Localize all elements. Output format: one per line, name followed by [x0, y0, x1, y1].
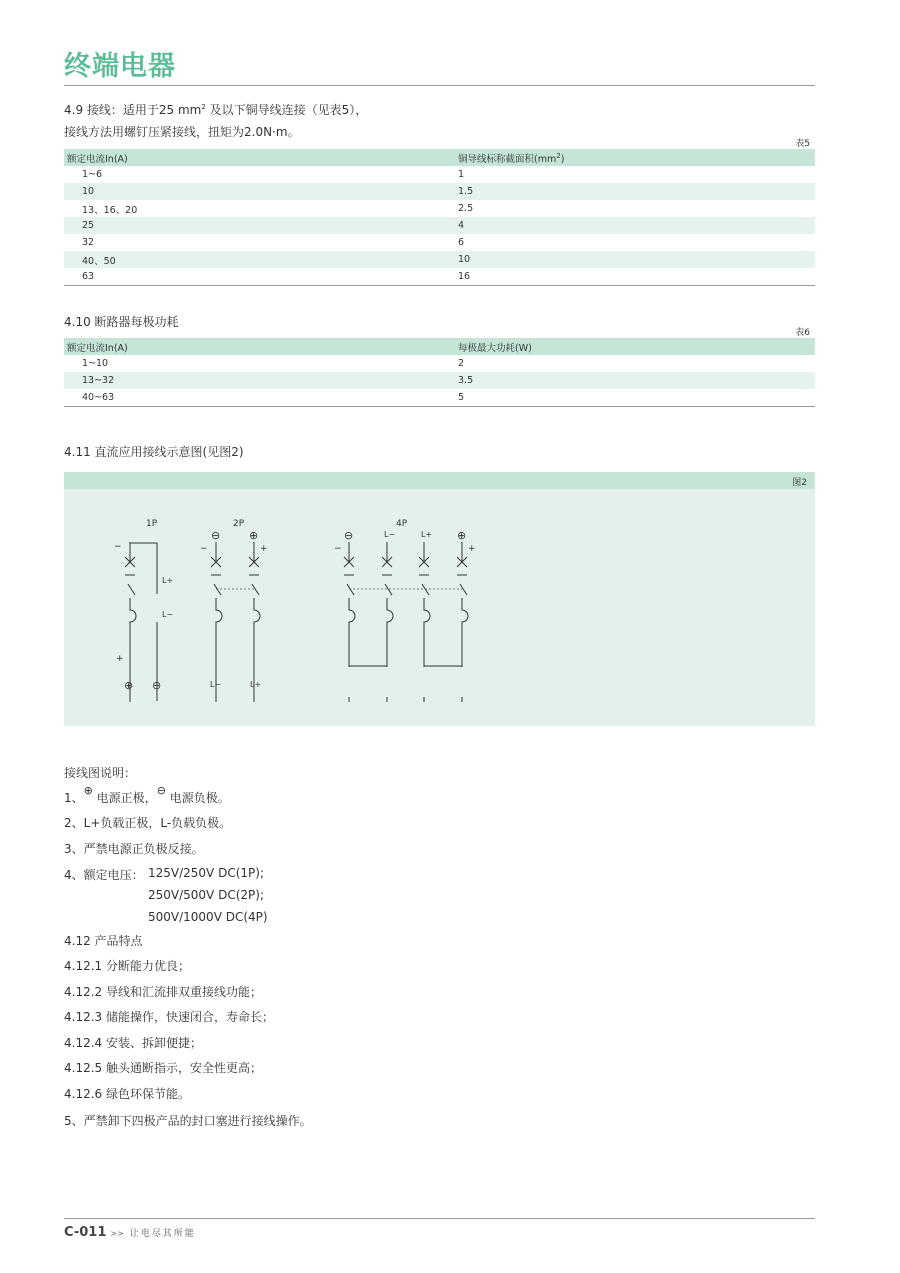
notes-title: 接线图说明： [64, 766, 137, 780]
pos-terminal-icon: ⊕ [124, 679, 134, 692]
label-1p-l-plus: L+ [162, 576, 174, 585]
footer-divider [64, 1218, 815, 1219]
chevron-double-right-icon: >> [110, 1229, 124, 1238]
cell-rated-current: 10 [64, 183, 455, 200]
cell-value: 4 [455, 217, 815, 234]
table-row [64, 183, 815, 200]
pos-terminal-icon: ⊕ [249, 529, 259, 542]
feature-item: 4.12.1 分断能力优良； [64, 959, 190, 973]
header-divider [64, 85, 815, 86]
label-4p-plus: + [468, 544, 476, 554]
s49-text-b: 及以下铜导线连接（见表5）， [205, 103, 368, 117]
table-row [64, 389, 815, 407]
s49-text-a: 4.9 接线：适用于25 mm [64, 103, 202, 117]
footer [64, 1225, 196, 1240]
label-1p-minus: − [114, 542, 122, 552]
cell-rated-current: 13~32 [64, 372, 455, 389]
cell-value: 1.5 [455, 183, 815, 200]
neg-terminal-icon: ⊖ [211, 529, 221, 542]
label-2p-l-plus: L+ [250, 680, 262, 689]
table-row [64, 251, 815, 268]
table-row [64, 268, 815, 286]
note-2: 2、L+负载正极，L-负载负极。 [64, 816, 232, 830]
label-4p-l-plus: L+ [421, 530, 433, 539]
label-4p-l-minus: L− [384, 530, 396, 539]
table-5-header-section-a: 铜导线标称截面积(mm [458, 153, 557, 165]
table-row [64, 355, 815, 372]
cell-rated-current: 25 [64, 217, 455, 234]
note-4-voltage-4p: 500V/1000V DC(4P) [148, 910, 268, 924]
cell-rated-current: 13、16、20 [82, 204, 138, 216]
cell-value: 3.5 [455, 372, 815, 389]
poles-4p [344, 542, 474, 702]
section-4-12-heading: 4.12 产品特点 [64, 934, 143, 948]
section-4-11-heading: 4.11 直流应用接线示意图(见图2) [64, 445, 244, 459]
note-4-label: 4、额定电压： [64, 868, 144, 882]
table-row [64, 372, 815, 389]
table-header-row [64, 338, 815, 355]
table-5-header-section-b: ) [560, 153, 565, 165]
footer-slogan: 让电尽其所能 [129, 1229, 196, 1239]
feature-item: 4.12.2 导线和汇流排双重接线功能； [64, 985, 262, 999]
cell-value: 6 [458, 237, 465, 248]
label-2p: 2P [233, 519, 245, 529]
page-number: C-011 [64, 1225, 107, 1240]
cell-value: 2.5 [458, 203, 474, 214]
table-6 [64, 338, 815, 407]
table-6-header-power: 每极最大功耗(W) [455, 338, 815, 355]
table-header-row [64, 149, 815, 166]
neg-terminal-icon: ⊖ [344, 529, 354, 542]
feature-item: 4.12.6 绿色环保节能。 [64, 1087, 190, 1101]
cell-rated-current: 1~10 [82, 358, 109, 369]
note-1-pos-text: 电源正极， [92, 791, 157, 805]
figure-2-caption: 图2 [792, 478, 807, 488]
cell-value: 16 [458, 271, 471, 282]
table-6-caption: 表6 [795, 328, 810, 338]
table-5-caption: 表5 [795, 139, 810, 149]
section-4-9-line-1 [64, 101, 367, 118]
pos-terminal-icon: ⊕ [457, 529, 467, 542]
table-5-header-section [455, 149, 815, 166]
table-5 [64, 149, 815, 286]
cell-value: 1 [458, 169, 465, 180]
section-4-9-line-2: 接线方法用螺钉压紧接线，扭矩为2.0N·m。 [64, 125, 300, 139]
label-1p-l-minus: L− [162, 610, 174, 619]
neg-terminal-icon: ⊖ [152, 679, 162, 692]
pole-1p [125, 542, 157, 702]
neg-symbol-icon: ⊖ [156, 784, 166, 797]
label-2p-minus: − [200, 544, 208, 554]
cell-rated-current: 40、50 [64, 251, 455, 268]
label-2p-plus: + [260, 544, 268, 554]
cell-value: 5 [458, 392, 465, 403]
note-4-voltage-2p: 250V/500V DC(2P); [148, 888, 264, 902]
note-3: 3、严禁电源正负极反接。 [64, 842, 204, 856]
table-5-header-current: 额定电流In(A) [64, 149, 455, 166]
feature-item: 4.12.4 安装、拆卸便捷； [64, 1036, 202, 1050]
section-4-10-heading: 4.10 断路器每极功耗 [64, 315, 179, 329]
s49-sup: 2 [201, 103, 206, 111]
cell-rated-current: 40~63 [82, 392, 115, 403]
note-1-neg-text: 电源负极。 [165, 791, 230, 805]
table-row [64, 166, 815, 183]
table-5-header-sup: 2 [556, 151, 561, 160]
label-1p: 1P [146, 519, 158, 529]
label-1p-plus: + [116, 654, 124, 664]
note-1-prefix: 1、 [64, 791, 84, 805]
feature-item: 4.12.3 储能操作，快速闭合，寿命长； [64, 1010, 274, 1024]
cell-value: 2 [458, 358, 465, 369]
label-2p-l-minus: L− [210, 680, 222, 689]
note-5: 5、严禁卸下四极产品的封口塞进行接线操作。 [64, 1114, 312, 1128]
wiring-diagram [64, 489, 815, 726]
cell-value: 10 [455, 251, 815, 268]
cell-rated-current: 1~6 [82, 169, 103, 180]
table-row [64, 234, 815, 251]
note-4-voltage-1p: 125V/250V DC(1P); [148, 866, 264, 880]
label-4p-minus: − [334, 544, 342, 554]
note-1 [64, 784, 230, 806]
feature-item: 4.12.5 触头通断指示，安全性更高； [64, 1061, 262, 1075]
table-row [64, 217, 815, 234]
wiring-diagram-figure [64, 472, 815, 726]
label-4p: 4P [396, 519, 408, 529]
table-row [64, 200, 815, 217]
table-6-header-current: 额定电流In(A) [64, 338, 455, 355]
pos-symbol-icon: ⊕ [83, 784, 93, 797]
page-title: 终端电器 [64, 51, 176, 82]
cell-rated-current: 63 [82, 271, 95, 282]
figure-2-header [64, 472, 815, 489]
poles-2p [211, 542, 260, 702]
cell-rated-current: 32 [82, 237, 95, 248]
